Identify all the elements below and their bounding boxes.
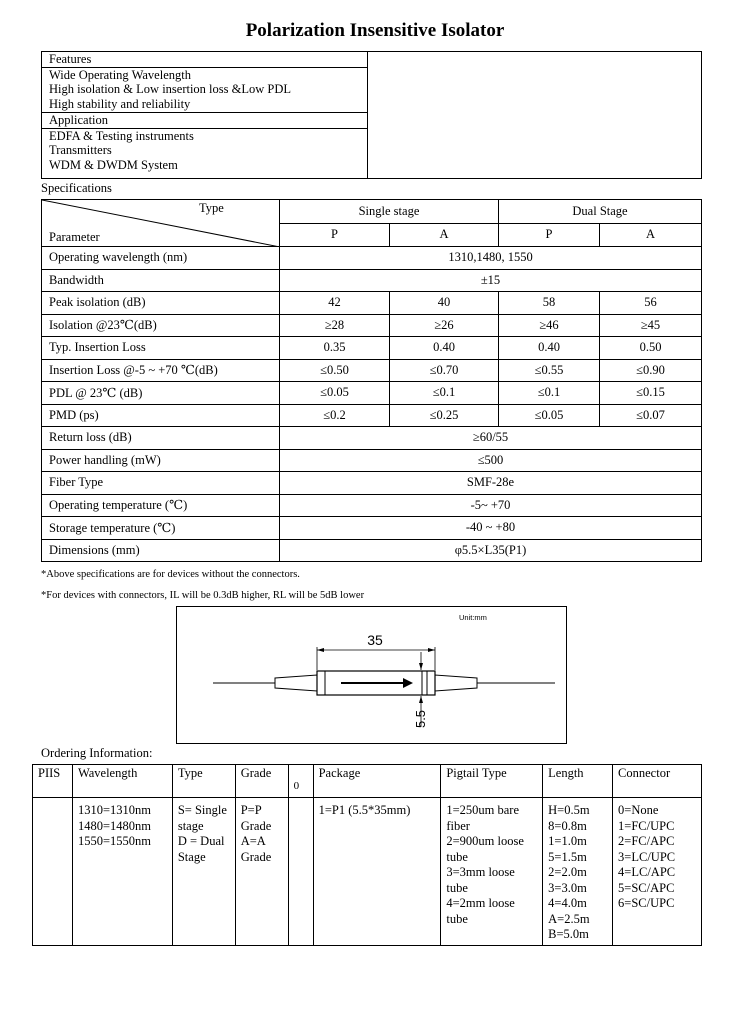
ordering-cell: [543, 798, 613, 946]
ordering-option: 2=2.0m: [548, 865, 587, 879]
ordering-option: stage: [177, 818, 204, 833]
spec-value: 1310,1480, 1550: [280, 247, 702, 270]
ordering-header: Pigtail Type: [441, 765, 543, 798]
features-cell: [42, 52, 368, 179]
ordering-option: 3=LC/UPC: [618, 849, 676, 864]
ordering-option: 2=FC/APC: [618, 834, 675, 848]
ordering-cell: [172, 798, 235, 946]
ordering-cell: [288, 798, 313, 946]
spec-value: φ5.5×L35(P1): [280, 539, 702, 562]
length-dimension: 35: [367, 632, 383, 648]
spec-row: [42, 404, 702, 427]
spec-value: 0.40: [390, 337, 499, 360]
page-title: Polarization Insensitive Isolator: [245, 20, 505, 41]
ordering-option: 5=1.5m: [548, 849, 587, 864]
spec-row: [42, 427, 702, 450]
ordering-cell: [441, 798, 543, 946]
spec-value: 0.50: [600, 337, 702, 360]
arrow-head: [403, 678, 413, 688]
ordering-option: B=5.0m: [548, 927, 589, 941]
spec-value: 40: [390, 292, 499, 315]
ordering-header: Length: [543, 765, 613, 798]
spec-row: [42, 517, 702, 540]
ordering-header: 0: [288, 765, 313, 798]
spec-parameter: Dimensions (mm): [42, 539, 280, 562]
ordering-option: 4=LC/APC: [618, 865, 676, 879]
spec-value: SMF-28e: [280, 472, 702, 495]
ordering-option: Grade: [240, 818, 272, 833]
spec-value: ≤0.2: [280, 404, 390, 427]
feature-item: High isolation & Low insertion loss &Low PDL: [49, 82, 292, 96]
parameter-label: Parameter: [49, 230, 100, 244]
ordering-option: 1=FC/UPC: [618, 818, 675, 833]
application-item: EDFA & Testing instruments: [49, 128, 194, 143]
ordering-option: S= Single: [177, 803, 227, 817]
ordering-option: 1=1.0m: [548, 834, 587, 848]
ordering-header: Connector: [613, 765, 702, 798]
features-box: [41, 51, 702, 179]
ordering-cell: [235, 798, 288, 946]
note-2: *For devices with connectors, IL will be 0.3dB higher, RL will be 5dB lower: [41, 590, 365, 601]
spec-value: -5~ +70: [280, 494, 702, 517]
ordering-header: Grade: [235, 765, 288, 798]
ordering-option: 1=P1 (5.5*35mm): [318, 803, 411, 817]
ordering-option: 1=250um bare: [446, 803, 519, 817]
ordering-header: Package: [313, 765, 441, 798]
spec-value: ≤0.90: [600, 359, 702, 382]
ordering-header: PIIS: [33, 765, 73, 798]
spec-parameter: Operating wavelength (nm): [42, 247, 280, 270]
note-1: *Above specifications are for devices without the connectors.: [41, 569, 300, 580]
spec-parameter: Isolation @23℃(dB): [42, 314, 280, 337]
spec-row: [42, 292, 702, 315]
ordering-cell: [313, 798, 441, 946]
ordering-option: fiber: [446, 818, 470, 833]
spec-parameter: Operating temperature (℃): [42, 494, 280, 517]
group-dual-stage: Dual Stage: [499, 200, 702, 224]
ordering-option: A=2.5m: [548, 911, 590, 926]
features-image-area: [368, 52, 702, 179]
ordering-cell: [72, 798, 172, 946]
features-heading: Features: [49, 52, 92, 66]
ordering-option: 1310=1310nm: [77, 803, 151, 817]
diameter-dimension: 5.5: [413, 709, 428, 729]
spec-value: ≥46: [499, 314, 600, 337]
sub-header: A: [390, 223, 499, 247]
ordering-option: 2=900um loose: [446, 834, 524, 848]
spec-value: ≥45: [600, 314, 702, 337]
ordering-option: tube: [446, 880, 468, 895]
spec-value: ≤0.25: [390, 404, 499, 427]
group-single-stage: Single stage: [280, 200, 499, 224]
specifications-label: Specifications: [41, 181, 112, 195]
ordering-option: 6=SC/UPC: [618, 896, 675, 910]
ordering-option: Stage: [177, 849, 206, 864]
boot-left: [275, 675, 317, 691]
ordering-label: Ordering Information:: [41, 746, 153, 760]
ordering-option: 4=2mm loose: [446, 896, 515, 910]
spec-value: ≤0.07: [600, 404, 702, 427]
spec-parameter: PMD (ps): [42, 404, 280, 427]
spec-parameter: Power handling (mW): [42, 449, 280, 472]
spec-row: [42, 269, 702, 292]
spec-row: [42, 359, 702, 382]
header-diagonal-cell: [42, 200, 280, 247]
ordering-option: P=P: [240, 803, 262, 817]
spec-row: [42, 337, 702, 360]
spec-value: ≤0.70: [390, 359, 499, 382]
ordering-cell: [613, 798, 702, 946]
spec-value: ≥28: [280, 314, 390, 337]
ordering-option: tube: [446, 849, 468, 864]
spec-value: ≥26: [390, 314, 499, 337]
spec-parameter: PDL @ 23℃ (dB): [42, 382, 280, 405]
ordering-option: tube: [446, 911, 468, 926]
spec-value: ≤0.50: [280, 359, 390, 382]
spec-value: 0.40: [499, 337, 600, 360]
ordering-option: 5=SC/APC: [618, 880, 675, 895]
boot-right: [435, 675, 477, 691]
ordering-option: Grade: [240, 849, 272, 864]
spec-row: [42, 247, 702, 270]
spec-row: [42, 449, 702, 472]
spec-parameter: Bandwidth: [42, 269, 280, 292]
spec-value: ±15: [280, 269, 702, 292]
spec-parameter: Insertion Loss @-5 ~ +70 ℃(dB): [42, 359, 280, 382]
ordering-cell: [33, 798, 73, 946]
spec-value: 42: [280, 292, 390, 315]
spec-row: [42, 539, 702, 562]
spec-value: ≤0.55: [499, 359, 600, 382]
feature-item: High stability and reliability: [49, 96, 191, 111]
application-heading: Application: [49, 113, 109, 127]
spec-value: ≤0.05: [499, 404, 600, 427]
ordering-header: Wavelength: [72, 765, 172, 798]
spec-value: ≥60/55: [280, 427, 702, 450]
spec-row: [42, 314, 702, 337]
ordering-header: Type: [172, 765, 235, 798]
spec-value: ≤0.1: [499, 382, 600, 405]
spec-value: ≤500: [280, 449, 702, 472]
ordering-option: 1480=1480nm: [77, 818, 151, 833]
spec-value: ≤0.05: [280, 382, 390, 405]
sub-header: A: [600, 223, 702, 247]
spec-value: 0.35: [280, 337, 390, 360]
dimension-drawing: [176, 606, 567, 744]
sub-header: P: [280, 223, 390, 247]
spec-row: [42, 382, 702, 405]
type-label: Type: [199, 201, 224, 215]
spec-value: ≤0.1: [390, 382, 499, 405]
ordering-option: 4=4.0m: [548, 896, 587, 910]
ordering-option: 3=3mm loose: [446, 865, 515, 879]
application-item: Transmitters: [49, 143, 112, 157]
ordering-option: 3=3.0m: [548, 880, 587, 895]
spec-parameter: Peak isolation (dB): [42, 292, 280, 315]
ordering-option: A=A: [240, 834, 266, 848]
spec-row: [42, 494, 702, 517]
ordering-option: 1550=1550nm: [77, 834, 151, 848]
spec-parameter: Storage temperature (℃): [42, 517, 280, 540]
ordering-option: D = Dual: [177, 834, 225, 848]
ordering-option: 0=None: [618, 803, 659, 817]
ordering-option: 8=0.8m: [548, 818, 587, 833]
spec-parameter: Return loss (dB): [42, 427, 280, 450]
application-item: WDM & DWDM System: [49, 157, 178, 172]
sub-header: P: [499, 223, 600, 247]
ordering-option: H=0.5m: [548, 803, 590, 817]
unit-label: Unit:mm: [459, 613, 487, 622]
feature-item: Wide Operating Wavelength: [49, 67, 191, 82]
spec-parameter: Fiber Type: [42, 472, 280, 495]
ordering-table: [32, 764, 702, 946]
spec-value: 58: [499, 292, 600, 315]
spec-row: [42, 472, 702, 495]
isolator-drawing: [177, 607, 565, 742]
spec-value: -40 ~ +80: [280, 517, 702, 540]
spec-value: 56: [600, 292, 702, 315]
spec-parameter: Typ. Insertion Loss: [42, 337, 280, 360]
specifications-table: [41, 199, 702, 562]
spec-value: ≤0.15: [600, 382, 702, 405]
